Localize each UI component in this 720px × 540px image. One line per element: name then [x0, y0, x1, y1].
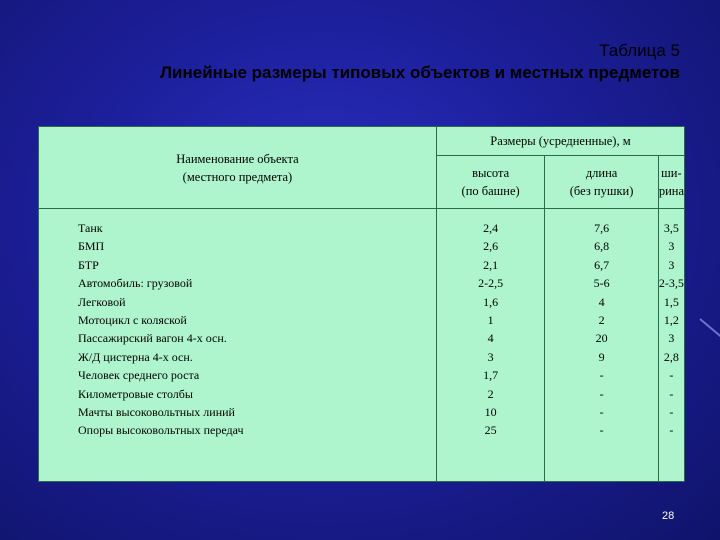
height-value: 2,6	[483, 239, 499, 254]
object-name: Опоры высоковольтных передач	[78, 423, 244, 438]
width-value: 2,8	[663, 349, 679, 364]
height-value: 1,6	[483, 294, 499, 309]
object-name: Километровые столбы	[78, 386, 193, 401]
length-header-line: (без пушки)	[569, 184, 634, 198]
width-value: -	[669, 368, 674, 383]
width-value: 2-3,5	[658, 276, 684, 291]
height-value: 2,1	[483, 257, 499, 272]
object-name: БТР	[78, 257, 99, 272]
page-number: 28	[662, 510, 675, 522]
length-value: -	[599, 368, 604, 383]
length-value: 6,7	[594, 257, 610, 272]
height-value: 2,4	[483, 221, 499, 235]
names-cell	[39, 209, 436, 482]
slide-header	[0, 40, 680, 84]
dimensions-table-card	[38, 126, 685, 482]
length-value: 2	[598, 313, 605, 328]
width-value: 1,2	[663, 313, 679, 328]
object-name: Пассажирский вагон 4-х осн.	[78, 331, 227, 346]
name-header-line: (местного предмета)	[182, 169, 293, 184]
lengths-cell	[545, 209, 658, 482]
width-value: 3	[668, 239, 675, 254]
height-column-header	[436, 156, 544, 209]
length-value: 7,6	[594, 221, 610, 235]
dimensions-group-header: Размеры (усредненные), м	[436, 127, 684, 156]
length-header-line: длина	[585, 166, 618, 180]
height-value: 25	[484, 423, 497, 438]
widths-cell	[658, 209, 684, 482]
width-header-line: ши-	[661, 166, 682, 180]
object-name: Мачты высоковольтных линий	[78, 405, 235, 420]
object-name: Танк	[78, 221, 103, 235]
object-name: Человек среднего роста	[78, 368, 200, 383]
length-value: -	[599, 405, 604, 420]
width-value: 3,5	[663, 221, 679, 235]
width-value: 3	[668, 331, 675, 346]
length-value: -	[599, 386, 604, 401]
name-header-line: Наименование объекта	[176, 151, 299, 166]
name-column-header	[39, 127, 436, 209]
dimensions-table	[39, 127, 684, 481]
object-name: Мотоцикл с коляской	[78, 313, 187, 328]
width-column-header	[658, 156, 684, 209]
width-value: -	[669, 386, 674, 401]
width-value: -	[669, 423, 674, 438]
height-value: 2	[487, 386, 494, 401]
object-name: БМП	[78, 239, 105, 254]
width-header-line: рина	[658, 184, 684, 198]
width-value: -	[669, 405, 674, 420]
length-column-header	[545, 156, 658, 209]
heights-cell	[436, 209, 544, 482]
height-value: 3	[487, 349, 494, 364]
length-value: 5-6	[593, 276, 610, 291]
slide-title: Линейные размеры типовых объектов и местных предметов	[160, 63, 680, 82]
length-value: 4	[598, 294, 605, 309]
width-value: 3	[668, 257, 675, 272]
object-name: Легковой	[78, 294, 126, 309]
length-value: 9	[598, 349, 605, 364]
object-name: Ж/Д цистерна 4-х осн.	[78, 349, 193, 364]
height-value: 2-2,5	[478, 276, 504, 291]
object-name: Автомобиль: грузовой	[78, 276, 193, 291]
height-header-line: (по башне)	[461, 184, 520, 198]
height-value: 1	[487, 313, 494, 328]
decorative-line	[699, 318, 720, 339]
height-value: 10	[484, 405, 497, 420]
height-header-line: высота	[472, 166, 510, 180]
length-value: 6,8	[594, 239, 610, 254]
length-value: 20	[595, 331, 608, 346]
table-number: Таблица 5	[599, 41, 680, 60]
width-value: 1,5	[663, 294, 679, 309]
height-value: 1,7	[483, 368, 499, 383]
height-value: 4	[487, 331, 494, 346]
length-value: -	[599, 423, 604, 438]
